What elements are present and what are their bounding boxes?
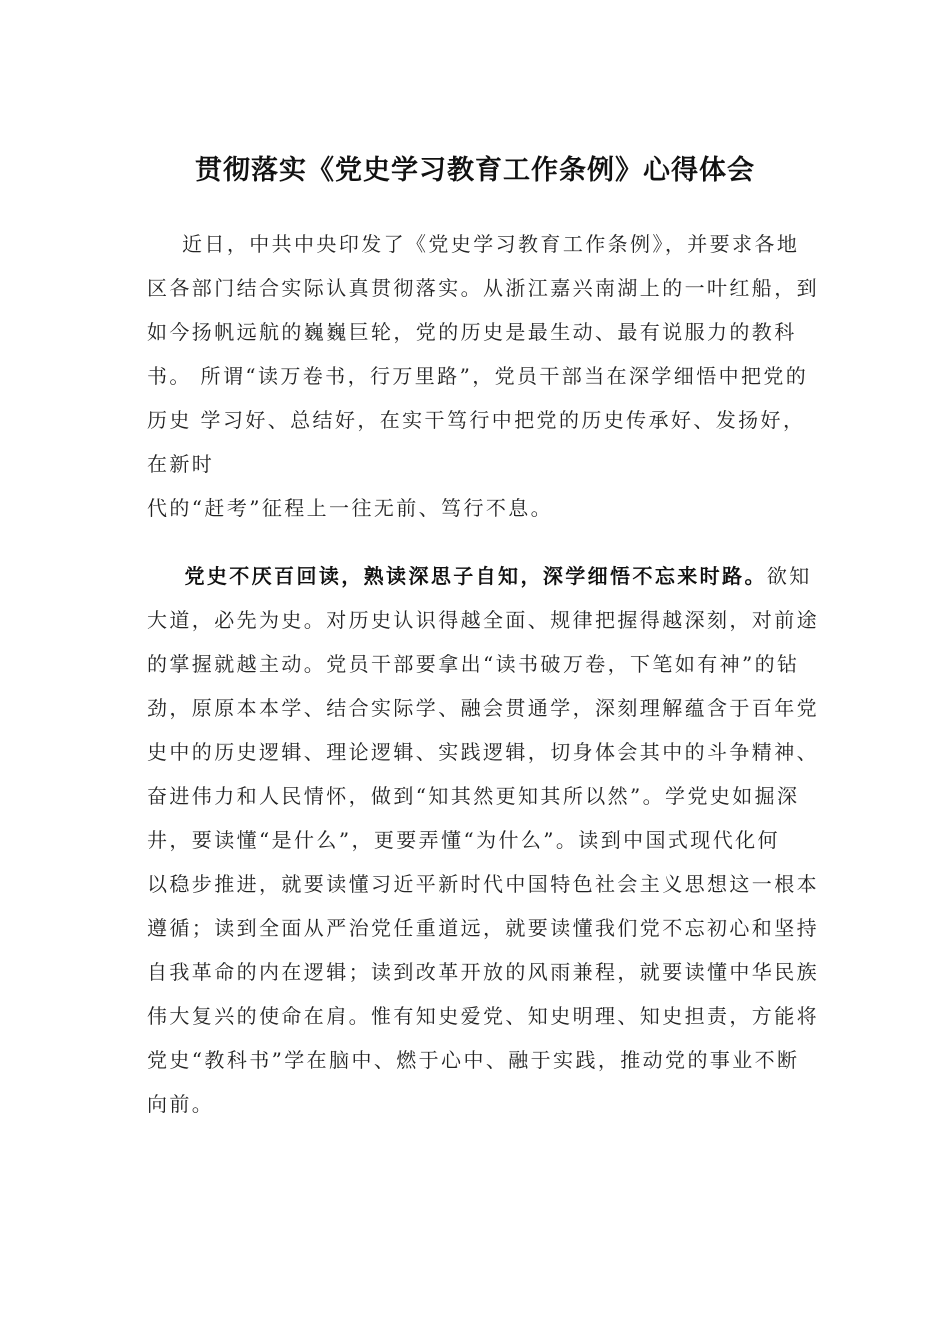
paragraph-line: 自我革命的内在逻辑；读到改革开放的风雨兼程，就要读懂中华民族 — [147, 960, 819, 984]
paragraph-line: 近日，中共中央印发了《党史学习教育工作条例》，并要求各地 — [147, 232, 800, 256]
paragraph-line: 史中的历史逻辑、理论逻辑、实践逻辑，切身体会其中的斗争精神、 — [147, 740, 819, 764]
paragraph-line: 代的“赶考”征程上一往无前、笃行不息。 — [147, 496, 554, 520]
paragraph-line: 向前。 — [147, 1092, 215, 1116]
paragraph-line: 劲，原原本本学、结合实际学、融会贯通学，深刻理解蕴含于百年党 — [147, 696, 819, 720]
paragraph-intro — [147, 222, 817, 530]
paragraph-text: 欲知 — [766, 564, 812, 588]
section-heading: 党史不厌百回读，熟读深思子自知，深学细悟不忘来时路。 — [147, 564, 767, 588]
document-title: 贯彻落实《党史学习教育工作条例》心得体会 — [195, 155, 755, 186]
paragraph-line: 井，要读懂“是什么”，更要弄懂“为什么”。读到中国式现代化何 — [147, 828, 780, 852]
paragraph-line: 区各部门结合实际认真贯彻落实。从浙江嘉兴南湖上的一叶红船，到 — [147, 276, 819, 300]
paragraph-line: 大道，必先为史。对历史认识得越全面、规律把握得越深刻，对前途 — [147, 608, 819, 632]
paragraph-line: 书。 所谓“读万卷书，行万里路”，党员干部当在深学细悟中把党的 — [147, 364, 809, 388]
paragraph-first-line — [147, 554, 817, 598]
paragraph-line: 遵循；读到全面从严治党任重道远，就要读懂我们党不忘初心和坚持 — [147, 916, 819, 940]
paragraph-line: 历史 学习好、总结好，在实干笃行中把党的历史传承好、发扬好， — [147, 408, 806, 432]
paragraph-line: 党史“教科书”学在脑中、燃于心中、融于实践，推动党的事业不断 — [147, 1048, 800, 1072]
paragraph-section-1 — [147, 554, 817, 1126]
paragraph-line: 以稳步推进，就要读懂习近平新时代中国特色社会主义思想这一根本 — [147, 872, 819, 896]
paragraph-line: 伟大复兴的使命在肩。惟有知史爱党、知史明理、知史担责，方能将 — [147, 1004, 819, 1028]
paragraph-line: 的掌握就越主动。党员干部要拿出“读书破万卷，下笔如有神”的钻 — [147, 652, 800, 676]
paragraph-line: 奋进伟力和人民情怀，做到“知其然更知其所以然”。学党史如掘深 — [147, 784, 800, 808]
paragraph-line: 在新时 — [147, 452, 215, 476]
paragraph-line: 如今扬帆远航的巍巍巨轮，党的历史是最生动、最有说服力的教科 — [147, 320, 797, 344]
